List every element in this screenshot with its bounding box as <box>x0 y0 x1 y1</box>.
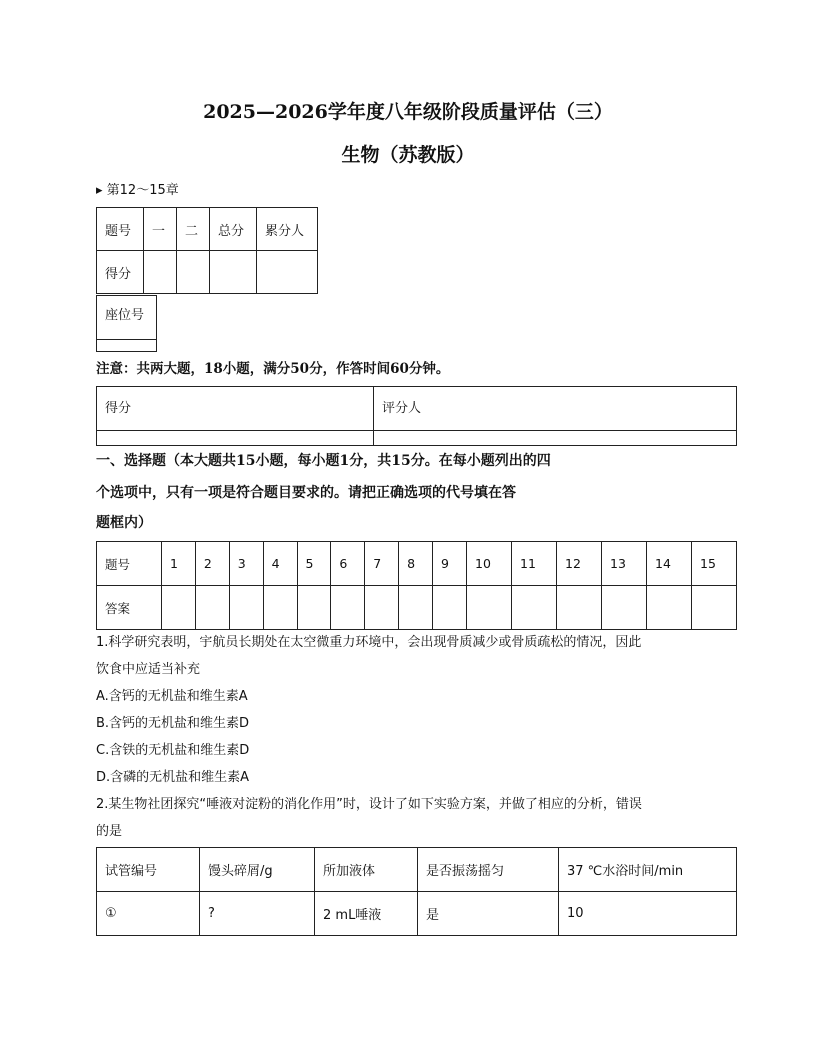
answer-cell <box>297 586 331 630</box>
score-row-label: 得分 <box>97 251 144 294</box>
section1-heading-line1: 一、选择题（本大题共15小题，每小题1分，共15分。在每小题列出的四 <box>96 453 551 469</box>
q2-header-liquid: 所加液体 <box>315 848 418 892</box>
q1-option-b: B.含钙的无机盐和维生素D <box>96 716 250 731</box>
answer-cell <box>512 586 557 630</box>
q2-header-tube: 试管编号 <box>97 848 200 892</box>
q2-experiment-table <box>96 847 737 936</box>
answer-grid-number: 15 <box>692 542 737 586</box>
answer-grid <box>96 541 737 630</box>
section1-heading-line2: 个选项中，只有一项是符合题目要求的。请把正确选项的代号填在答 <box>96 485 516 501</box>
q1-stem-line1: 1.科学研究表明，宇航员长期处在太空微重力环境中，会出现骨质减少或骨质疏松的情况，因此 <box>96 635 642 650</box>
answer-grid-number: 10 <box>467 542 512 586</box>
q2-cell-liquid: 2 mL唾液 <box>315 892 418 936</box>
score-header-part2: 二 <box>177 208 210 251</box>
grader-score-label: 得分 <box>97 387 374 431</box>
q2-cell-bread: ? <box>200 892 315 936</box>
chapter-scope: ▸ 第12～15章 <box>96 183 179 198</box>
answer-grid-number: 14 <box>647 542 692 586</box>
q2-cell-shake: 是 <box>418 892 559 936</box>
q1-stem-line2: 饮食中应适当补充 <box>96 662 201 677</box>
q1-option-c: C.含铁的无机盐和维生素D <box>96 743 250 758</box>
q2-stem-line2: 的是 <box>96 824 123 839</box>
answer-cell <box>263 586 297 630</box>
answer-grid-number: 1 <box>162 542 196 586</box>
answer-grid-number: 5 <box>297 542 331 586</box>
answer-cell <box>331 586 365 630</box>
answer-cell <box>399 586 433 630</box>
q2-cell-time: 10 <box>559 892 737 936</box>
section1-heading-line3: 题框内） <box>96 515 152 531</box>
seat-number-divider <box>97 339 156 340</box>
answer-grid-number: 2 <box>195 542 229 586</box>
q2-header-time: 37 ℃水浴时间/min <box>559 848 737 892</box>
grader-table <box>96 386 737 446</box>
q1-option-a: A.含钙的无机盐和维生素A <box>96 689 248 704</box>
answer-cell <box>692 586 737 630</box>
score-header-grader: 累分人 <box>257 208 318 251</box>
score-table <box>96 207 318 294</box>
seat-number-box <box>96 295 157 352</box>
grader-name-cell <box>374 431 737 446</box>
answer-cell <box>647 586 692 630</box>
score-header-part1: 一 <box>144 208 177 251</box>
answer-grid-number: 8 <box>399 542 433 586</box>
answer-cell <box>365 586 399 630</box>
answer-grid-number: 3 <box>229 542 263 586</box>
seat-number-label: 座位号 <box>105 308 145 323</box>
q1-option-d: D.含磷的无机盐和维生素A <box>96 770 250 785</box>
page-title: 2025—2026学年度八年级阶段质量评估（三） <box>203 101 613 123</box>
score-cell-part1 <box>144 251 177 294</box>
answer-grid-number: 7 <box>365 542 399 586</box>
score-header-qno: 题号 <box>97 208 144 251</box>
answer-grid-number: 13 <box>602 542 647 586</box>
q2-header-bread: 馒头碎屑/g <box>200 848 315 892</box>
answer-grid-number: 4 <box>263 542 297 586</box>
answer-grid-number: 6 <box>331 542 365 586</box>
answer-cell <box>162 586 196 630</box>
score-cell-part2 <box>177 251 210 294</box>
answer-cell <box>602 586 647 630</box>
answer-grid-answer-label: 答案 <box>97 586 162 630</box>
q2-stem-line1: 2.某生物社团探究“唾液对淀粉的消化作用”时，设计了如下实验方案，并做了相应的分析，错误 <box>96 797 642 812</box>
grader-name-label: 评分人 <box>374 387 737 431</box>
answer-grid-qno-label: 题号 <box>97 542 162 586</box>
answer-cell <box>557 586 602 630</box>
answer-grid-number: 9 <box>433 542 467 586</box>
answer-grid-number: 11 <box>512 542 557 586</box>
exam-notice: 注意：共两大题，18小题，满分50分，作答时间60分钟。 <box>96 361 450 377</box>
page-subtitle: 生物（苏教版） <box>341 144 475 166</box>
score-cell-grader <box>257 251 318 294</box>
score-header-total: 总分 <box>210 208 257 251</box>
answer-grid-number: 12 <box>557 542 602 586</box>
answer-cell <box>195 586 229 630</box>
grader-score-cell <box>97 431 374 446</box>
q2-header-shake: 是否振荡摇匀 <box>418 848 559 892</box>
answer-cell <box>433 586 467 630</box>
answer-cell <box>229 586 263 630</box>
score-cell-total <box>210 251 257 294</box>
answer-cell <box>467 586 512 630</box>
q2-cell-tube: ① <box>97 892 200 936</box>
